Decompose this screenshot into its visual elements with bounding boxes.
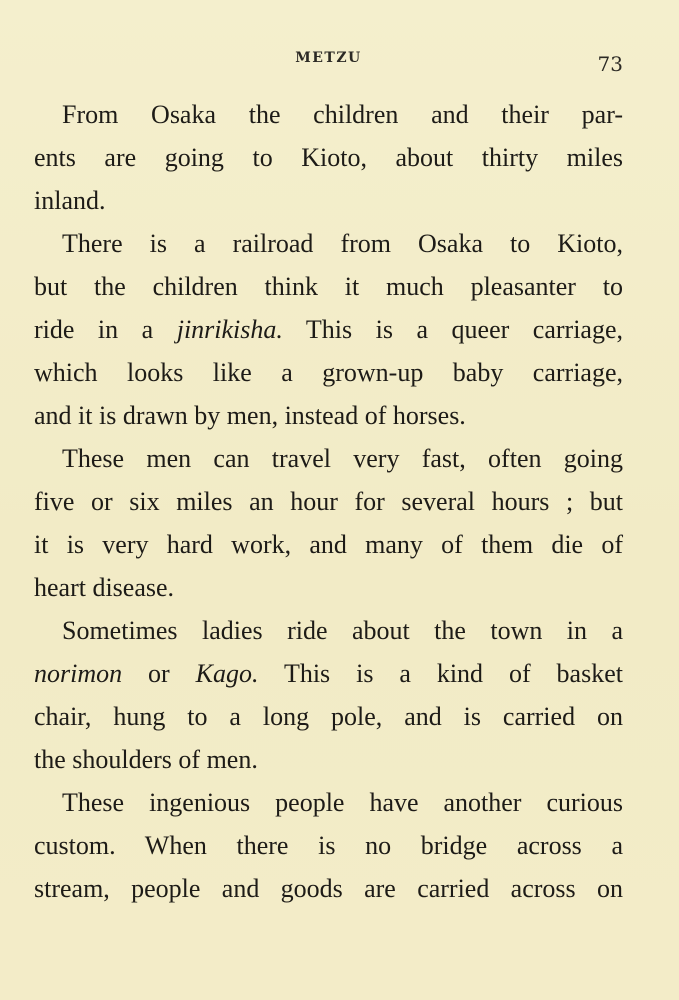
text-segment: stream, people and goods are carried across on: [34, 874, 623, 903]
page-header: [34, 50, 623, 74]
text-segment: which looks like a grown-up baby carriage,: [34, 358, 623, 387]
text-line: [34, 351, 623, 394]
italic-text: Kago.: [195, 659, 259, 688]
text-line: [34, 609, 623, 652]
text-segment: There is a railroad from Osaka to Kioto,: [62, 229, 623, 258]
text-segment: but the children think it much pleasanter to: [34, 272, 623, 301]
paragraph: [34, 437, 623, 609]
text-line: [34, 652, 623, 695]
text-segment: chair, hung to a long pole, and is carried on: [34, 702, 623, 731]
text-line: [34, 781, 623, 824]
text-segment: These men can travel very fast, often going: [62, 444, 623, 473]
text-segment: it is very hard work, and many of them die of: [34, 530, 623, 559]
paragraph: [34, 222, 623, 437]
text-line: [34, 93, 623, 136]
text-segment: or: [122, 659, 196, 688]
text-line: [34, 566, 623, 609]
text-line: [34, 394, 623, 437]
italic-text: jinrikisha.: [176, 315, 283, 344]
text-line: [34, 523, 623, 566]
body-text: [34, 93, 623, 910]
text-segment: These ingenious people have another curious: [62, 788, 623, 817]
text-line: [34, 437, 623, 480]
paragraph: [34, 609, 623, 781]
text-line: [34, 308, 623, 351]
text-segment: Sometimes ladies ride about the town in a: [62, 616, 623, 645]
text-segment: five or six miles an hour for several hours ; but: [34, 487, 623, 516]
text-line: [34, 867, 623, 910]
italic-text: norimon: [34, 659, 123, 688]
page-number: 73: [597, 52, 623, 76]
text-segment: This is a queer carriage,: [282, 315, 624, 344]
text-line: [34, 222, 623, 265]
text-segment: This is a kind of basket: [258, 659, 623, 688]
text-line: [34, 480, 623, 523]
text-segment: heart disease.: [34, 573, 175, 602]
text-segment: and it is drawn by men, instead of horses.: [34, 401, 466, 430]
text-line: [34, 824, 623, 867]
text-segment: custom. When there is no bridge across a: [34, 831, 623, 860]
text-segment: ride in a: [34, 315, 177, 344]
text-line: [34, 695, 623, 738]
text-line: [34, 179, 623, 222]
text-line: [34, 136, 623, 179]
text-segment: inland.: [34, 186, 106, 215]
text-line: [34, 738, 623, 781]
text-segment: the shoulders of men.: [34, 745, 258, 774]
text-segment: From Osaka the children and their par-: [62, 100, 623, 129]
paragraph: [34, 93, 623, 222]
text-segment: ents are going to Kioto, about thirty miles: [34, 143, 623, 172]
paragraph: [34, 781, 623, 910]
text-line: [34, 265, 623, 308]
running-head: METZU: [295, 50, 362, 66]
